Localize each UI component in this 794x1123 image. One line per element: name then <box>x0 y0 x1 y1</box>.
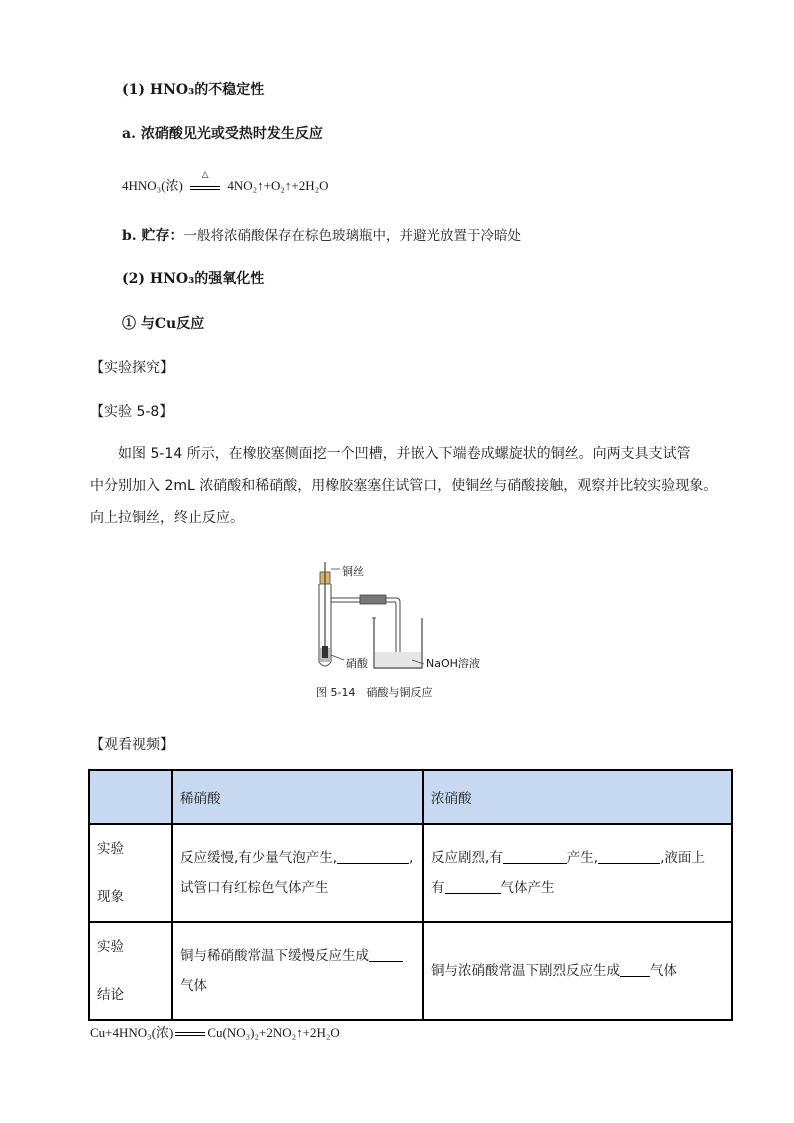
experiment-line: 中分别加入 2mL 浓硝酸和稀硝酸，用橡胶塞塞住试管口，使铜丝与硝酸接触，观察并比较实验现象。 <box>90 478 718 494</box>
delta-symbol: △ <box>201 169 209 179</box>
table-row <box>89 922 732 1020</box>
rubber-tubing <box>360 595 386 604</box>
item-b <box>122 224 521 245</box>
equation2-arrow <box>175 1032 205 1036</box>
experiment-title: 【实验 5-8】 <box>90 404 174 420</box>
glass-delivery-tube <box>386 598 400 660</box>
label-copper-wire: 铜丝 <box>342 565 364 578</box>
answer-blank[interactable] <box>620 962 650 977</box>
answer-blank[interactable] <box>598 849 660 864</box>
equation2-rhs: Cu(NO₃)₂+2NO₂↑+2H₂O <box>207 1025 340 1040</box>
item-a-text: a. 浓硝酸见光或受热时发生反应 <box>122 126 323 142</box>
row-label: 实验 结论 <box>89 922 172 1020</box>
label-naoh: NaOH溶液 <box>426 657 480 670</box>
equation-decomposition <box>122 169 329 194</box>
concentrated-conclusion: 铜与浓硝酸常温下剧烈反应生成 气体 <box>423 922 732 1020</box>
equation-rhs: 4NO₂↑+O₂↑+2H₂O <box>227 178 329 193</box>
equation2-lhs: Cu+4HNO₃(浓) <box>90 1025 174 1040</box>
equation-cu-concentrated <box>90 1022 340 1041</box>
item-b-text: 一般将浓硝酸保存在棕色玻璃瓶中，并避光放置于冷暗处 <box>183 228 522 244</box>
answer-blank[interactable] <box>503 849 567 864</box>
table-header-cell: 稀硝酸 <box>172 770 423 824</box>
observation-table <box>88 769 733 1021</box>
table-header-cell <box>89 770 172 824</box>
dilute-observation: 反应缓慢,有少量气泡产生, , 试管口有红棕色气体产生 <box>172 824 423 922</box>
experiment-description <box>90 438 718 534</box>
watch-video-label: 【观看视频】 <box>90 737 174 753</box>
concentrated-observation: 反应剧烈,有 产生, ,液面上 有 气体产生 <box>423 824 732 922</box>
label-nitric-acid: 硝酸 <box>346 657 368 670</box>
heating-condition-arrow <box>190 169 220 190</box>
experiment-line: 如图 5-14 所示，在橡胶塞侧面挖一个凹槽，并嵌入下端卷成螺旋状的铜丝。向两支具支试管 <box>118 446 691 462</box>
naoh-solution <box>375 652 421 667</box>
lab-explore-label: 【实验探究】 <box>90 360 174 376</box>
row-label: 实验 现象 <box>89 824 172 922</box>
table-header-cell: 浓硝酸 <box>423 770 732 824</box>
answer-blank[interactable] <box>337 849 409 864</box>
item-b-label: b. 贮存： <box>122 228 184 244</box>
table-row <box>89 824 732 922</box>
answer-blank[interactable] <box>445 879 501 894</box>
copper-coil <box>322 646 328 658</box>
figure-caption: 图 5-14 硝酸与铜反应 <box>316 686 433 699</box>
equation-lhs: 4HNO₃(浓) <box>122 178 183 193</box>
dilute-conclusion: 铜与稀硝酸常温下缓慢反应生成 气体 <box>172 922 423 1020</box>
section-heading-oxidizing: (2) HNO₃的强氧化性 <box>122 271 265 287</box>
section-heading-instability: (1) HNO₃的不稳定性 <box>122 82 265 98</box>
experiment-line: 向上拉铜丝，终止反应。 <box>90 510 244 526</box>
figure-apparatus <box>300 560 500 705</box>
sub-heading-cu-reaction: ① 与Cu反应 <box>122 316 205 332</box>
table-header-row <box>89 770 732 824</box>
answer-blank[interactable] <box>369 947 403 962</box>
